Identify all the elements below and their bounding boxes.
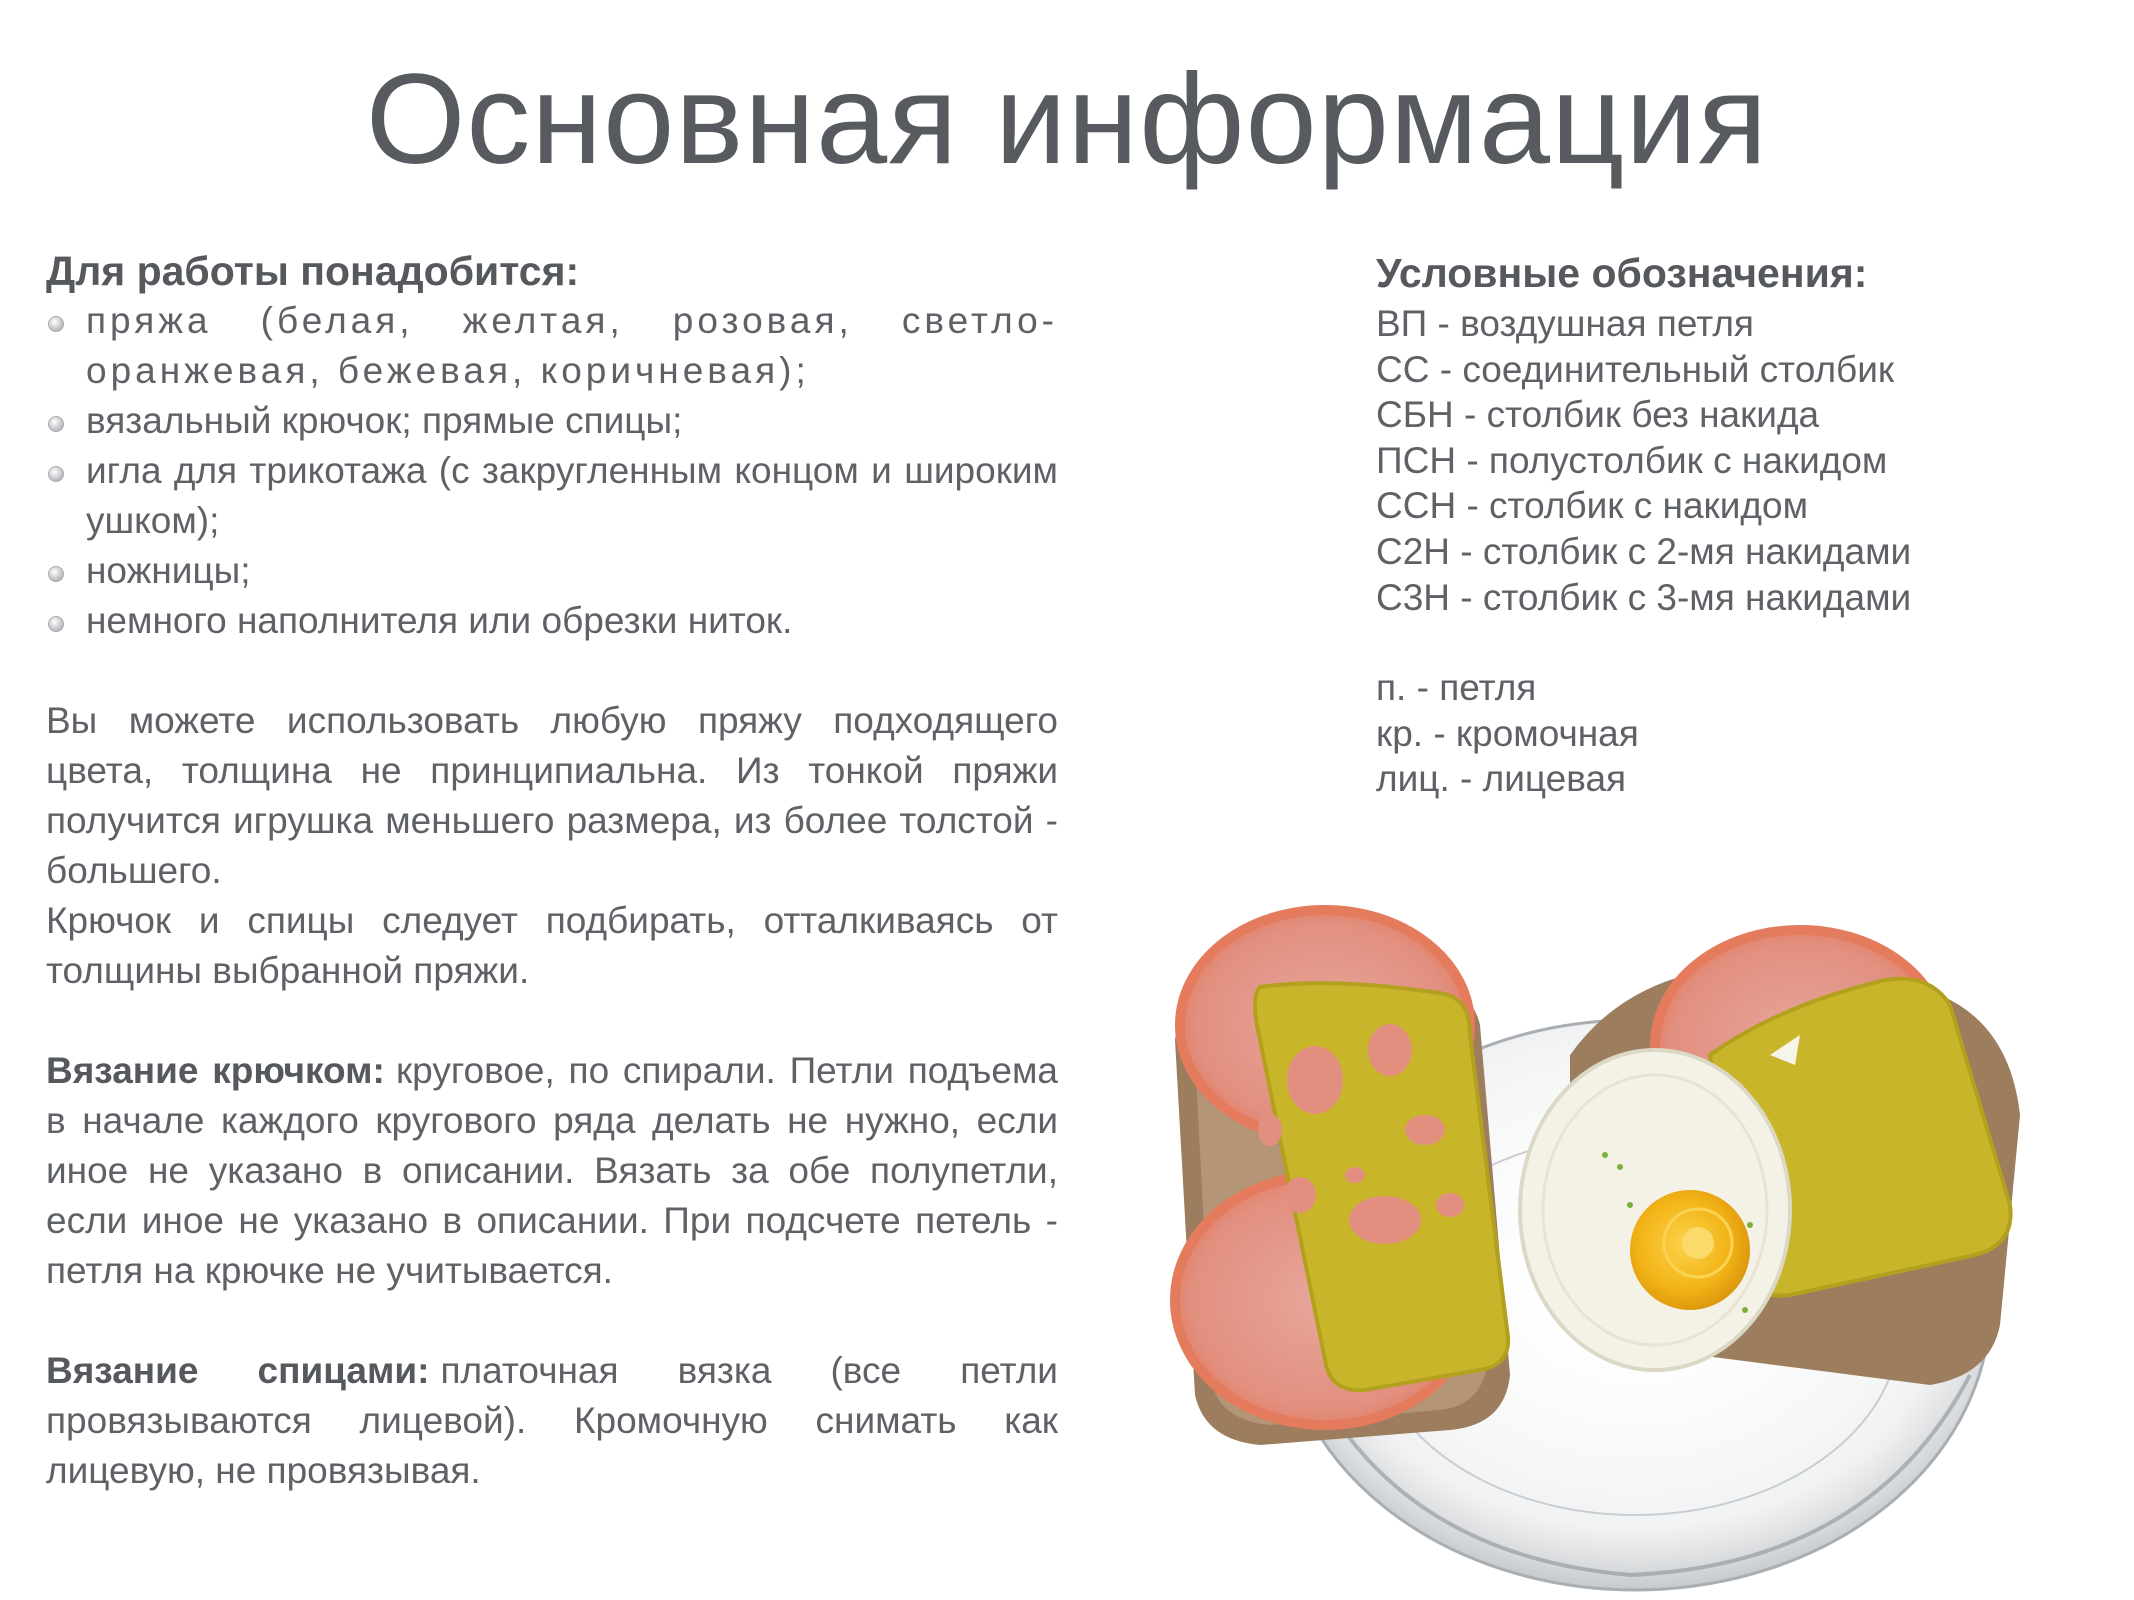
fried-egg [1520, 1050, 1790, 1370]
crochet-abbreviations [1376, 301, 2076, 620]
tool-note: Крючок и спицы следует подбирать, отталкиваясь от толщины выбранной пряжи. [46, 900, 1058, 991]
list-item: немного наполнителя или обрезки ниток. [46, 596, 1058, 646]
materials-list [46, 296, 1058, 646]
abbr-item: ВП - воздушная петля [1376, 303, 1754, 344]
page-title: Основная информация [365, 48, 1769, 191]
abbr-item: п. - петля [1376, 667, 1537, 709]
right-column [1376, 246, 2076, 802]
knitting-label: Вязание спицами: [46, 1350, 430, 1391]
crochet-section [46, 1046, 1058, 1296]
abbr-item: кр. - кромочная [1376, 712, 1639, 754]
crochet-sandwich-photo [1150, 905, 2134, 1600]
knitting-text: платочная вязка (все петли провязываются лицевой). Кромочную снимать как лицевую, не провязывая. [46, 1350, 1058, 1491]
abbr-item: СБН - столбик без накида [1376, 394, 1820, 436]
abbr-item: ПСН - полустолбик с накидом [1376, 439, 1888, 481]
abbr-item: С3Н - столбик с 3-мя накидами [1376, 576, 1912, 618]
yarn-note: Вы можете использовать любую пряжу подходящего цвета, толщина не принципиальна. Из тонкой пряжи получится игрушка меньшего размера, из более толстой - большего. [46, 700, 1058, 891]
knit-abbreviations [1376, 665, 2076, 802]
abbr-item: лиц. - лицевая [1376, 758, 1627, 800]
legend-heading: Условные обозначения: [1376, 250, 1868, 296]
crochet-label: Вязание крючком: [46, 1050, 385, 1091]
left-sandwich [1175, 910, 1510, 1445]
abbr-item: С2Н - столбик с 2-мя накидами [1376, 530, 1912, 572]
list-item: вязальный крючок; прямые спицы; [46, 396, 1058, 446]
knitting-section [46, 1346, 1058, 1496]
left-column [46, 246, 1058, 1496]
abbr-item: СС - соединительный столбик [1376, 348, 1895, 390]
crochet-text: круговое, по спирали. Петли подъема в начале каждого кругового ряда делать не нужно, если иное не указано в описании. Вязать за обе полупетли, если иное не указано в описании. При подсчете петель - петля на крючке не учитывается. [46, 1050, 1058, 1291]
abbr-item: ССН - столбик с накидом [1376, 485, 1809, 527]
materials-heading: Для работы понадобится: [46, 248, 580, 294]
list-item: ножницы; [46, 546, 1058, 596]
list-item: игла для трикотажа (с закругленным концом и широким ушком); [46, 446, 1058, 546]
list-item: пряжа (белая, желтая, розовая, светло-оранжевая, бежевая, коричневая); [46, 296, 1058, 396]
